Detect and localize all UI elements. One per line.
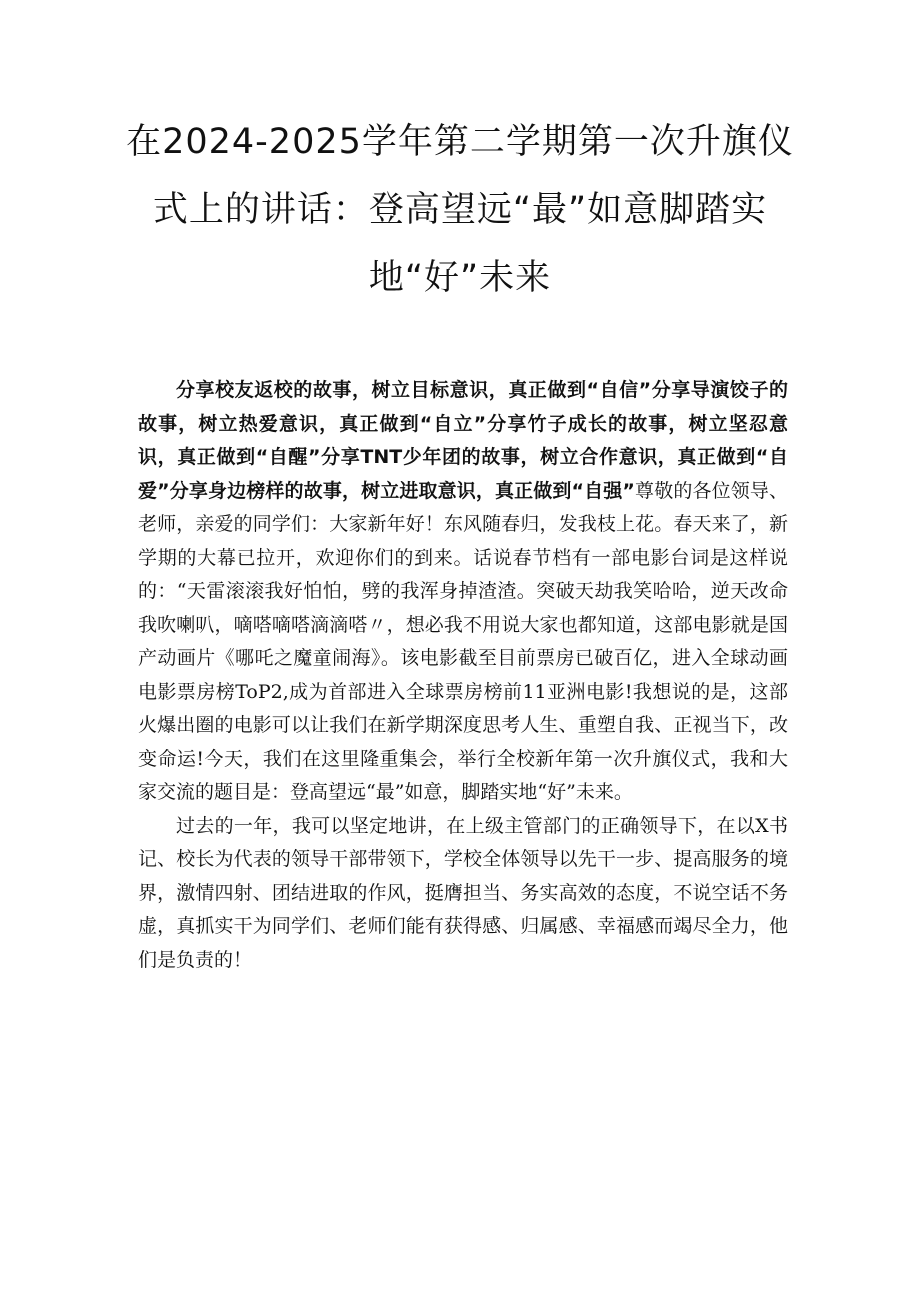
- document-body: [138, 374, 788, 977]
- paragraph-1-text: 尊敬的各位领导、老师，亲爱的同学们：大家新年好！东风随春归，发我枝上花。春天来了，新学期的大幕已拉开，欢迎你们的到来。话说春节档有一部电影台词是这样说的：“天雷滚滚我好怕怕，劈的我浑身掉渣渣。突破天劫我笑哈哈，逆天改命我吹喇叭，嘀嗒嘀嗒滴滴嗒〃，想必我不用说大家也都知道，这部电影就是国产动画片《哪吒之魔童闹海》。该电影截至目前票房已破百亿，进入全球动画电影票房榜ToP2,成为首部进入全球票房榜前11亚洲电影!我想说的是，这部火爆出圈的电影可以让我们在新学期深度思考人生、重塑自我、正视当下，改变命运!今天，我们在这里隆重集会，举行全校新年第一次升旗仪式，我和大家交流的题目是：登高望远“最”如意，脚踏实地“好”未来。: [138, 479, 788, 803]
- paragraph-2-text: 过去的一年，我可以坚定地讲，在上级主管部门的正确领导下，在以X书记、校长为代表的领导干部带领下，学校全体领导以先干一步、提高服务的境界，激情四射、团结进取的作风，挺膺担当、务实高效的态度，不说空话不务虚，真抓实干为同学们、老师们能有获得感、归属感、幸福感而竭尽全力，他们是负责的！: [138, 814, 788, 971]
- paragraph-1-bold-lead: 分享校友返校的故事，树立目标意识，真正做到“自信”分享导演饺子的故事，树立热爱意识，真正做到“自立”分享竹子成长的故事，树立坚忍意识，真正做到“自醒”分享TNT少年团的故事，树立合作意识，真正做到“自爱”分享身边榜样的故事，树立进取意识，真正做到“自强”: [138, 379, 788, 502]
- paragraph-2: [138, 810, 788, 978]
- document-title: 在2024-2025学年第二学期第一次升旗仪式上的讲话：登高望远“最”如意脚踏实地“好”未来: [126, 122, 794, 298]
- paragraph-1: [138, 374, 788, 810]
